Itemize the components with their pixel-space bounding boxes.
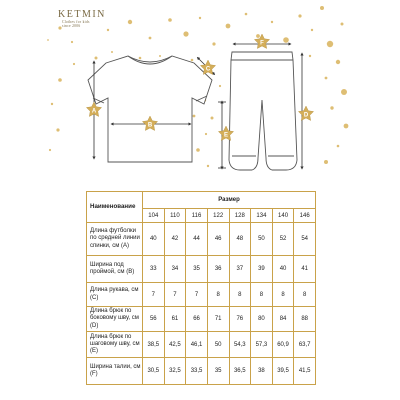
- table-cell: 42: [164, 223, 186, 256]
- table-row: [87, 358, 316, 385]
- row-label: Ширина талии, см (F): [87, 358, 143, 385]
- table-cell: 41,5: [294, 358, 316, 385]
- table-cell: 36,5: [229, 358, 251, 385]
- table-cell: 63,7: [294, 332, 316, 358]
- row-label: Длина футболки по средней линии спинки, см (А): [87, 223, 143, 256]
- marker-d: [298, 106, 313, 120]
- svg-text:C: C: [205, 66, 211, 73]
- table-cell: 84: [272, 307, 294, 332]
- table-cell: 7: [143, 283, 165, 307]
- table-cell: 66: [186, 307, 208, 332]
- table-cell: 39,5: [272, 358, 294, 385]
- size-header: 128: [229, 209, 251, 223]
- table-cell: 88: [294, 307, 316, 332]
- table-cell: 42,5: [164, 332, 186, 358]
- row-label: Длина рукава, см (С): [87, 283, 143, 307]
- svg-text:B: B: [147, 122, 153, 129]
- row-label: Длина брюк по боковому шву, см (D): [87, 307, 143, 332]
- table-cell: 38,5: [143, 332, 165, 358]
- table-cell: 54,3: [229, 332, 251, 358]
- table-cell: 8: [294, 283, 316, 307]
- brand-tagline-2: since 2006: [62, 24, 81, 28]
- table-cell: 71: [207, 307, 229, 332]
- table-cell: 38: [251, 358, 273, 385]
- table-cell: 35: [207, 358, 229, 385]
- size-header: 122: [207, 209, 229, 223]
- table-cell: 39: [251, 256, 273, 283]
- size-header: 146: [294, 209, 316, 223]
- svg-text:D: D: [303, 112, 309, 119]
- brand-name: KETMIN: [58, 9, 106, 20]
- table-cell: 46: [207, 223, 229, 256]
- table-cell: 76: [229, 307, 251, 332]
- header-size: Размер: [143, 192, 316, 209]
- row-label: Ширина под проймой, см (В): [87, 256, 143, 283]
- table-cell: 40: [143, 223, 165, 256]
- table-cell: 56: [143, 307, 165, 332]
- table-cell: 33: [143, 256, 165, 283]
- svg-text:E: E: [223, 132, 229, 139]
- table-cell: 54: [294, 223, 316, 256]
- svg-text:F: F: [260, 40, 264, 47]
- brand-tagline-1: Clothes for kids: [62, 20, 90, 24]
- table-cell: 8: [272, 283, 294, 307]
- table-cell: 46,1: [186, 332, 208, 358]
- table-cell: 50: [207, 332, 229, 358]
- table-row: [87, 332, 316, 358]
- size-header: 134: [251, 209, 273, 223]
- marker-a: [86, 102, 101, 116]
- table-cell: 7: [186, 283, 208, 307]
- table-cell: 32,5: [164, 358, 186, 385]
- row-label: Длина брюк по шаговому шву, см (Е): [87, 332, 143, 358]
- garment-diagram: [0, 0, 400, 190]
- header-name: Наименование: [87, 192, 143, 223]
- size-header: 110: [164, 209, 186, 223]
- table-row: [87, 256, 316, 283]
- table-cell: 30,5: [143, 358, 165, 385]
- table-header-row: [87, 192, 316, 209]
- size-header: 116: [186, 209, 208, 223]
- table-cell: 34: [164, 256, 186, 283]
- size-header: 140: [272, 209, 294, 223]
- table-cell: 52: [272, 223, 294, 256]
- table-cell: 60,9: [272, 332, 294, 358]
- table-cell: 61: [164, 307, 186, 332]
- table-cell: 8: [207, 283, 229, 307]
- table-cell: 80: [251, 307, 273, 332]
- table-cell: 41: [294, 256, 316, 283]
- table-cell: 37: [229, 256, 251, 283]
- table-cell: 33,5: [186, 358, 208, 385]
- table-cell: 7: [164, 283, 186, 307]
- marker-f: [254, 34, 269, 48]
- pants-drawing: [229, 52, 297, 170]
- table-cell: 35: [186, 256, 208, 283]
- table-row: [87, 223, 316, 256]
- table-cell: 50: [251, 223, 273, 256]
- table-cell: 57,3: [251, 332, 273, 358]
- table-row: [87, 283, 316, 307]
- table-cell: 8: [251, 283, 273, 307]
- table-cell: 36: [207, 256, 229, 283]
- table-cell: 44: [186, 223, 208, 256]
- table-row: [87, 307, 316, 332]
- table-cell: 40: [272, 256, 294, 283]
- table-cell: 8: [229, 283, 251, 307]
- size-table: [86, 191, 316, 385]
- table-cell: 48: [229, 223, 251, 256]
- svg-text:A: A: [91, 108, 97, 115]
- tshirt-drawing: [88, 56, 212, 162]
- size-header: 104: [143, 209, 165, 223]
